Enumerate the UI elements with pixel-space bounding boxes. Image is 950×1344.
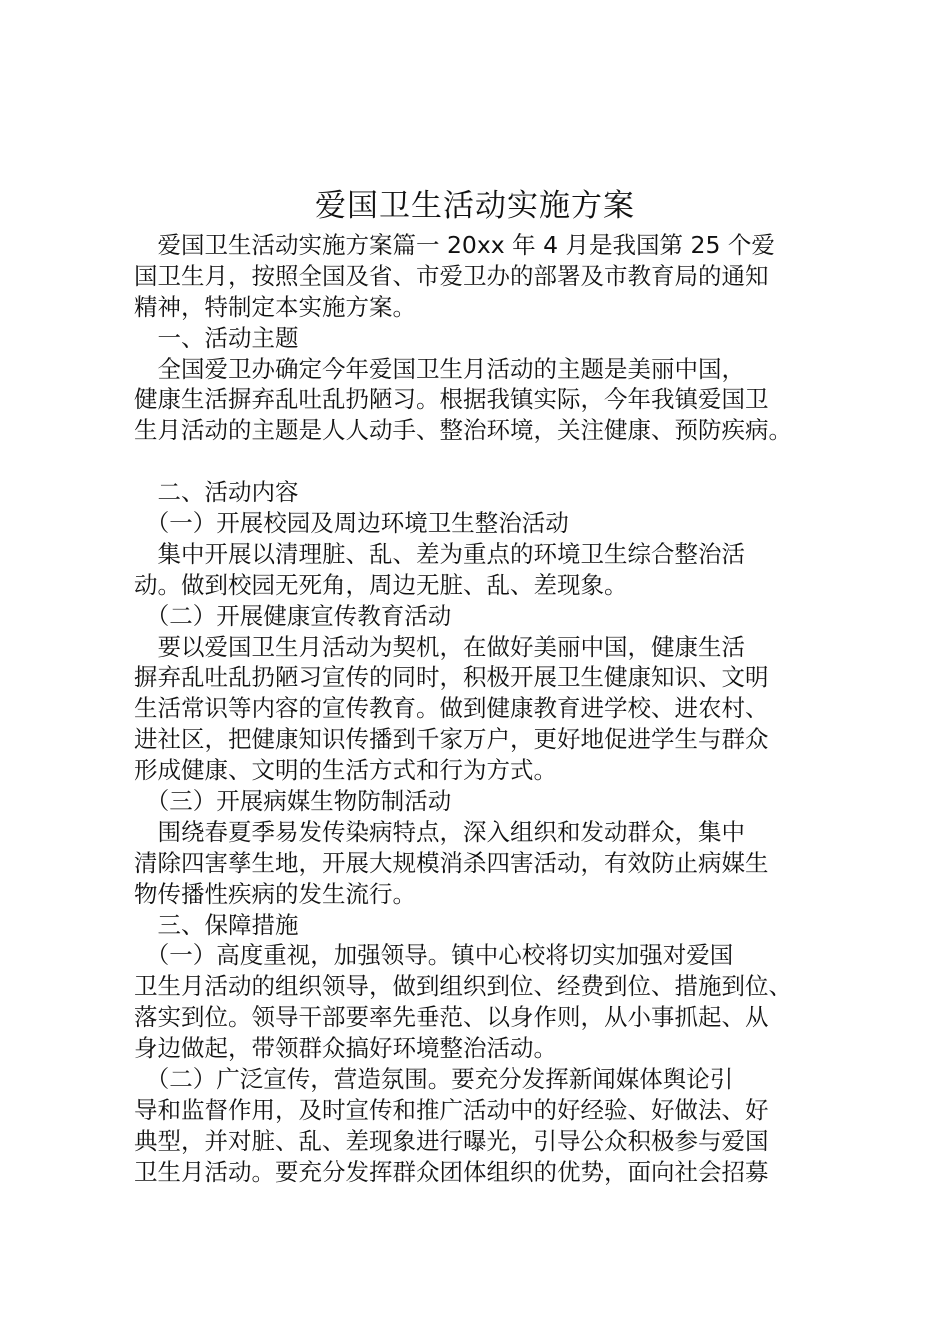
text-line: 卫生月活动。要充分发挥群众团体组织的优势，面向社会招募 bbox=[134, 1157, 769, 1186]
document-body bbox=[134, 230, 834, 1188]
text-line: 典型，并对脏、乱、差现象进行曝光，引导公众积极参与爱国 bbox=[134, 1126, 769, 1155]
text-line: 进社区，把健康知识传播到千家万户，更好地促进学生与群众 bbox=[134, 725, 769, 754]
blank-line bbox=[134, 446, 834, 477]
subsection-heading: （二）开展健康宣传教育活动 bbox=[134, 601, 452, 630]
text-line: 全国爱卫办确定今年爱国卫生月活动的主题是美丽中国， bbox=[134, 354, 745, 383]
section-heading: 三、保障措施 bbox=[134, 910, 299, 939]
text-line: 生月活动的主题是人人动手、整治环境，关注健康、预防疾病。 bbox=[134, 416, 792, 445]
text-line: 导和监督作用，及时宣传和推广活动中的好经验、好做法、好 bbox=[134, 1095, 769, 1124]
text-line: 健康生活摒弃乱吐乱扔陋习。根据我镇实际，今年我镇爱国卫 bbox=[134, 385, 769, 414]
section-heading: 一、活动主题 bbox=[134, 323, 299, 352]
text-line: 清除四害孳生地，开展大规模消杀四害活动，有效防止病媒生 bbox=[134, 848, 769, 877]
text-line: 落实到位。领导干部要率先垂范、以身作则，从小事抓起、从 bbox=[134, 1003, 769, 1032]
text-line: 摒弃乱吐乱扔陋习宣传的同时，积极开展卫生健康知识、文明 bbox=[134, 663, 769, 692]
text-line: （一）高度重视，加强领导。镇中心校将切实加强对爱国 bbox=[134, 941, 734, 970]
text-line: 集中开展以清理脏、乱、差为重点的环境卫生综合整治活 bbox=[134, 539, 745, 568]
text-line: 精神，特制定本实施方案。 bbox=[134, 292, 416, 321]
text-line: （二）广泛宣传，营造氛围。要充分发挥新闻媒体舆论引 bbox=[134, 1065, 734, 1094]
document-title: 爱国卫生活动实施方案 bbox=[315, 188, 635, 224]
subsection-heading: （三）开展病媒生物防制活动 bbox=[134, 787, 452, 816]
text-line: 生活常识等内容的宣传教育。做到健康教育进学校、进农村、 bbox=[134, 694, 769, 723]
text-line: 形成健康、文明的生活方式和行为方式。 bbox=[134, 756, 557, 785]
text-line: 爱国卫生活动实施方案篇一 20xx 年 4 月是我国第 25 个爱 bbox=[134, 231, 775, 259]
text-line: 物传播性疾病的发生流行。 bbox=[134, 879, 416, 908]
text-line: 国卫生月，按照全国及省、市爱卫办的部署及市教育局的通知 bbox=[134, 261, 769, 290]
text-line: 要以爱国卫生月活动为契机，在做好美丽中国，健康生活 bbox=[134, 632, 745, 661]
text-line: 身边做起，带领群众搞好环境整治活动。 bbox=[134, 1034, 557, 1063]
text-line: 卫生月活动的组织领导，做到组织到位、经费到位、措施到位、 bbox=[134, 972, 792, 1001]
section-heading: 二、活动内容 bbox=[134, 478, 299, 507]
text-line: 动。做到校园无死角，周边无脏、乱、差现象。 bbox=[134, 570, 628, 599]
text-line: 围绕春夏季易发传染病特点，深入组织和发动群众，集中 bbox=[134, 817, 745, 846]
subsection-heading: （一）开展校园及周边环境卫生整治活动 bbox=[134, 509, 569, 538]
